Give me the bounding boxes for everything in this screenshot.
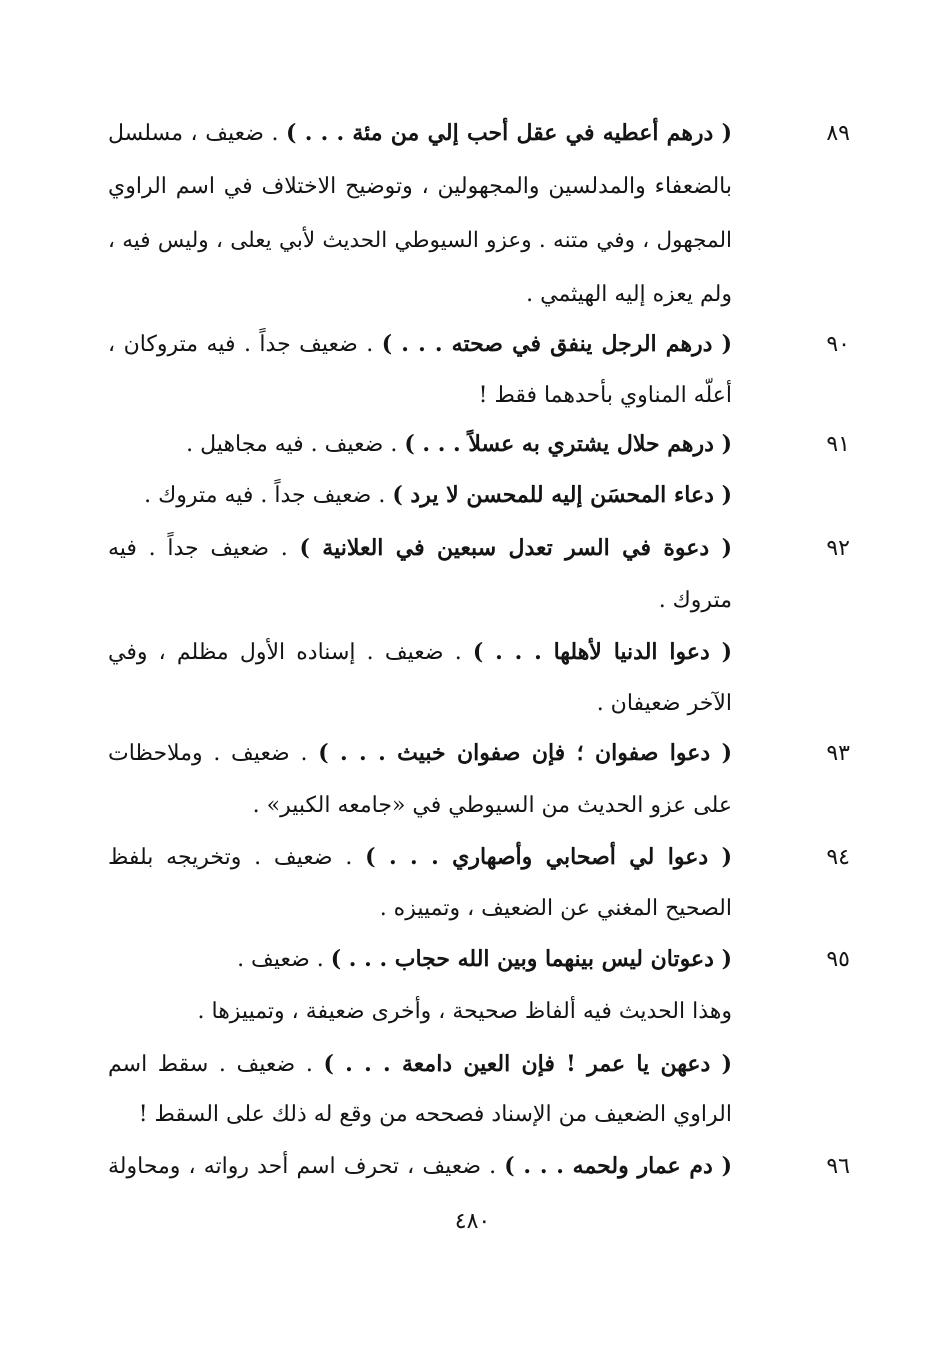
entry-number: ٩٤ <box>826 845 850 870</box>
entry-number: ٩١ <box>826 432 850 457</box>
entry-line <box>108 985 732 1038</box>
entry-line <box>108 882 732 935</box>
entry-line <box>108 1038 732 1091</box>
entry-line <box>108 369 732 422</box>
entry-number: ٩٣ <box>826 741 850 766</box>
commentary-text: الصحيح المغني عن الضعيف ، وتمييزه . <box>379 896 732 921</box>
grading-text: . ضعيف . إسناده الأول مظلم ، وفي <box>108 640 473 665</box>
entry-line <box>108 160 732 213</box>
commentary-text: على عزو الحديث من السيوطي في «جامعه الكبير» . <box>252 793 732 818</box>
hadith-text: ( دعوتان ليس بينهما وبين الله حجاب . . . ) <box>330 946 732 972</box>
entry-number: ٩٢ <box>826 536 850 561</box>
hadith-text: ( دعاء المحسَن إليه للمحسن لا يرد ) <box>392 482 732 508</box>
entry-number: ٩٦ <box>826 1154 850 1179</box>
entry-line <box>108 574 732 627</box>
hadith-text: ( دعهن يا عمر ! فإن العين دامعة . . . ) <box>323 1051 732 1077</box>
grading-text: . ضعيف جداً . فيه <box>108 536 300 561</box>
hadith-text: ( درهم حلال يشتري به عسلاً . . . ) <box>404 431 732 457</box>
commentary-text: الراوي الضعيف من الإسناد فصححه من وقع له ذلك على السقط ! <box>138 1102 732 1127</box>
commentary-text: ولم يعزه إليه الهيثمي . <box>526 282 732 307</box>
entry-line <box>108 933 732 986</box>
page-number: ٤٨٠ <box>454 1209 491 1234</box>
entry-line <box>108 1088 732 1141</box>
grading-text: . ضعيف ، مسلسل <box>108 121 287 146</box>
grading-text: . ضعيف . سقط اسم <box>108 1052 324 1077</box>
entry-line <box>108 214 732 267</box>
entry-line <box>108 727 732 780</box>
commentary-text: متروك . <box>658 588 732 613</box>
entry-number: ٩٠ <box>826 332 850 357</box>
entry-line <box>108 1140 732 1193</box>
hadith-text: ( دعوا صفوان ؛ فإن صفوان خبيث . . . ) <box>318 740 732 766</box>
entry-line <box>108 418 732 471</box>
entry-line <box>108 469 732 522</box>
commentary-text: أعلّه المناوي بأحدهما فقط ! <box>478 383 732 408</box>
entry-number: ٨٩ <box>826 121 850 146</box>
grading-text: . ضعيف جداً . فيه متروك . <box>144 483 393 508</box>
grading-text: . ضعيف . وملاحظات <box>108 741 319 766</box>
hadith-text: ( دعوا الدنيا لأهلها . . . ) <box>472 639 732 665</box>
hadith-text: ( درهم الرجل ينفق في صحته . . . ) <box>381 331 732 357</box>
entry-number: ٩٥ <box>826 947 850 972</box>
entry-line <box>108 318 732 371</box>
grading-text: . ضعيف . فيه مجاهيل . <box>186 432 405 457</box>
entry-line <box>108 107 732 160</box>
entry-line <box>108 779 732 832</box>
entry-line <box>108 677 732 730</box>
grading-text: . ضعيف . <box>237 947 331 972</box>
hadith-text: ( دعوا لي أصحابي وأصهاري . . . ) <box>365 844 732 870</box>
hadith-text: ( دم عمار ولحمه . . . ) <box>504 1153 732 1179</box>
grading-text: . ضعيف ، تحرف اسم أحد رواته ، ومحاولة <box>108 1154 505 1179</box>
grading-text: . ضعيف جداً . فيه متروكان ، <box>108 332 382 357</box>
entry-line <box>108 268 732 321</box>
entry-line <box>108 831 732 884</box>
hadith-text: ( درهم أعطيه في عقل أحب إلي من مئة . . . ) <box>286 120 732 146</box>
commentary-text: الآخر ضعيفان . <box>596 691 732 716</box>
commentary-text: بالضعفاء والمدلسين والمجهولين ، وتوضيح الاختلاف في اسم الراوي <box>108 174 732 199</box>
commentary-text: المجهول ، وفي متنه . وعزو السيوطي الحديث لأبي يعلى ، وليس فيه ، <box>108 228 732 253</box>
entry-line <box>108 522 732 575</box>
entry-line <box>108 626 732 679</box>
commentary-text: وهذا الحديث فيه ألفاظ صحيحة ، وأخرى ضعيفة ، وتمييزها . <box>197 999 732 1024</box>
hadith-text: ( دعوة في السر تعدل سبعين في العلانية ) <box>299 535 732 561</box>
grading-text: . ضعيف . وتخريجه بلفظ <box>108 845 366 870</box>
